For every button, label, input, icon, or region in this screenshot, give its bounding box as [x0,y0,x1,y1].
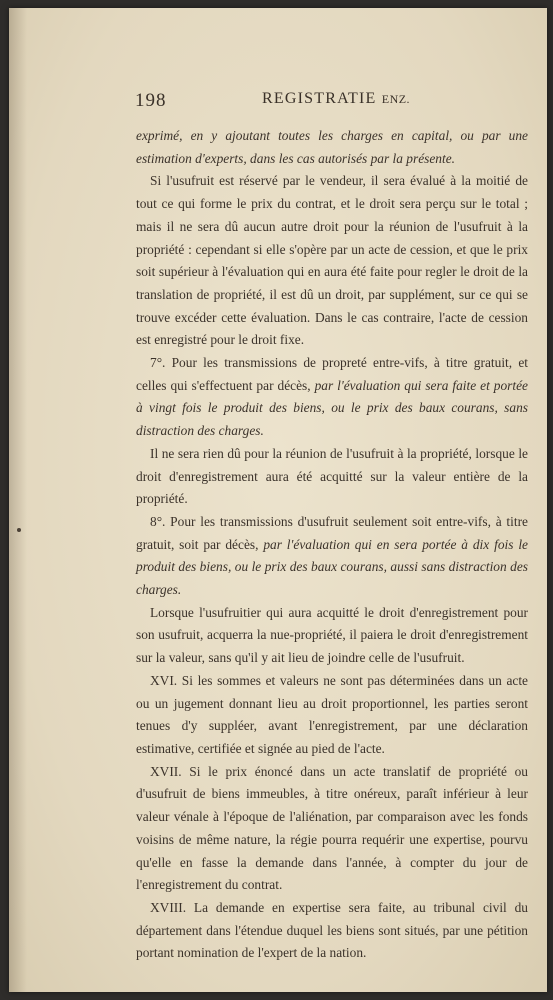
italic-run: exprimé, en y ajoutant toutes les charges en capital, ou par une estimation d'experts, dans les cas autorisés par la présente. [136,128,528,166]
italic-run: par l'évaluation qui sera faite et portée à vingt fois le produit des biens, ou le prix des baux courans, sans distraction des charges. [136,377,529,439]
paragraph-continuation [136,125,528,170]
text-run: XVII. Si le prix énoncé dans un acte translatif de propriété ou d'usufruit de biens immeubles, à titre onéreux, paraît inférieur à leur valeur vénale à l'époque de l'aliénation, par comparaison avec les fonds voisins de même nature, la régie pourra requérir une expertise, pourvu qu'elle en fasse la demande dans l'année, à compter du jour de l'enregistrement du contrat. [136,763,528,893]
margin-speck [17,528,21,532]
text-run: 7°. Pour les transmissions de propreté entre-vifs, à titre gratuit, et celles qui s'effectuent par décès, [136,355,528,393]
running-head [262,90,410,108]
paragraph-usufructuary [136,602,528,670]
paragraph-reunion-usufruct [136,443,528,511]
article-xvii [136,761,528,897]
paragraph-8-transmissions-usufruct [136,511,528,602]
book-page [9,8,547,992]
text-run: 8°. Pour les transmissions d'usufruit seulement soit entre-vifs, à titre gratuit, soit par décès, [136,513,528,552]
text-run: Si l'usufruit est réservé par le vendeur, il sera évalué à la moitié de tout ce qui forme le prix du contrat, et le droit sera perçu sur le total ; mais il ne sera dû aucun autre droit pour la réunion de l'usufruit à la propriété : cependant si elle s'opère par un acte de cession, et que le prix soit supérieur à l'évaluation qui en aura été faite pour regler le droit de la translation de propriété, il est dû un droit, par supplément, sur ce qui se trouve excéder cette évaluation. Dans le cas contraire, l'acte de cession est enregistré pour le droit fixe. [136,173,528,348]
article-xviii [136,897,528,965]
page-number: 198 [135,90,167,111]
paragraph-usufruct-reserved [136,170,528,352]
page-header [125,88,525,114]
spine-shadow [9,8,27,992]
body-text [136,125,528,965]
paragraph-7-transmissions-property [136,352,528,443]
running-head-title: REGISTRATIE [262,90,377,107]
text-run: Il ne sera rien dû pour la réunion de l'usufruit à la propriété, lorsque le droit d'enregistrement aura été acquitté sur la valeur entière de la propriété. [136,445,528,507]
article-xvi [136,670,528,761]
italic-run: par l'évaluation qui en sera portée à dix fois le produit des biens, ou le prix des baux courans, aussi sans distraction des charges. [136,536,528,598]
running-head-suffix: ENZ. [381,92,411,106]
text-run: XVI. Si les sommes et valeurs ne sont pas déterminées dans un acte ou un jugement donnant lieu au droit proportionnel, les parties seront tenues d'y suppléer, avant l'enregistrement, par une déclaration estimative, certifiée et signée au pied de l'acte. [136,672,528,756]
text-run: Lorsque l'usufruitier qui aura acquitté le droit d'enregistrement pour son usufruit, acquerra la nue-propriété, il paiera le droit d'enregistrement sur la valeur, sans qu'il y ait lieu de joindre celle de l'usufruit. [136,604,528,666]
text-run: XVIII. La demande en expertise sera faite, au tribunal civil du département dans l'étendue duquel les biens sont situés, par une pétition portant nomination de l'expert de la nation. [136,899,528,961]
